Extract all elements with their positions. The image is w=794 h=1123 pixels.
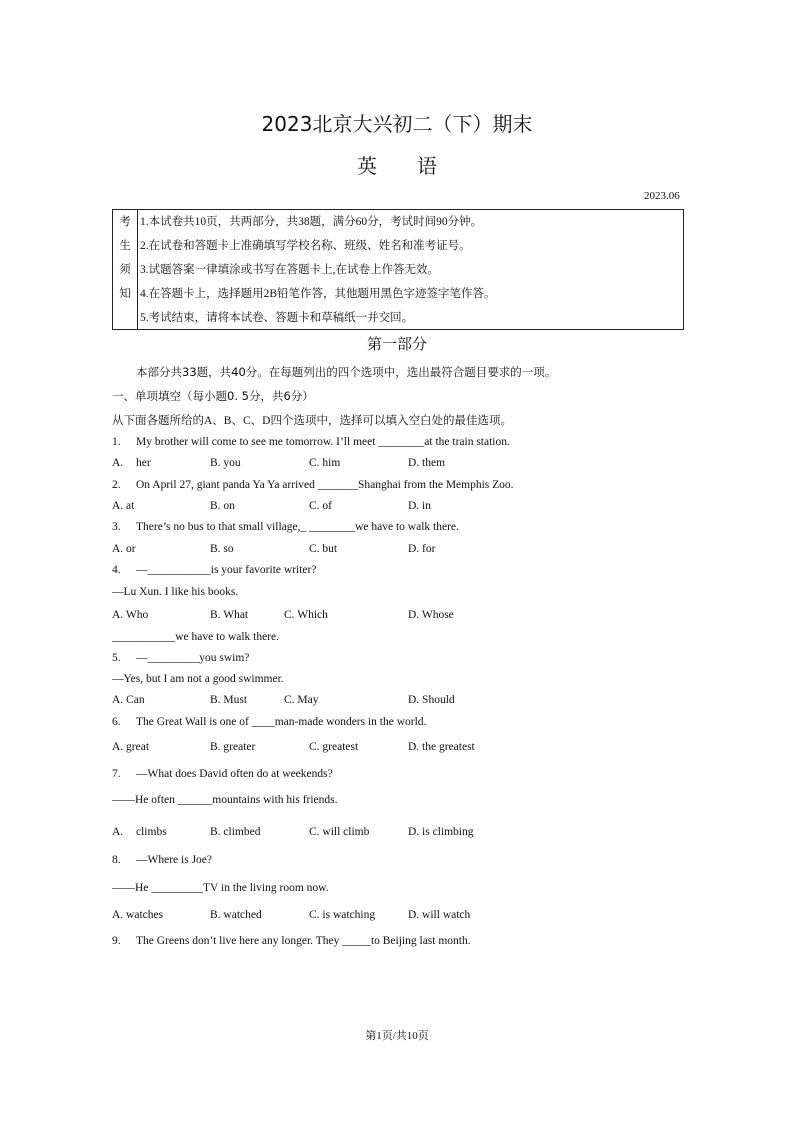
option-c: C. greatest (309, 741, 359, 753)
question-number: 4. (112, 564, 121, 576)
option-d: D. will watch (408, 909, 471, 921)
question-text: The Greens don’t live here any longer. They _____to Beijing last month. (136, 935, 471, 947)
option-a: A. (112, 826, 124, 838)
exam-title: 2023北京大兴初二（下）期末 (261, 112, 533, 136)
notice-side-char: 须 (119, 264, 131, 276)
question-number: 5. (112, 652, 121, 664)
section-heading: 一、单项填空（每小题0. 5分，共6分） (112, 389, 314, 403)
option-c: C. is watching (309, 909, 376, 921)
option-a: A. Can (112, 694, 145, 706)
notice-rule: 5.考试结束，请将本试卷、答题卡和草稿纸一并交回。 (140, 312, 414, 324)
option-b: B. on (210, 500, 235, 512)
section-direction: 从下面各题所给的A、B、C、D四个选项中，选择可以填入空白处的最佳选项。 (112, 415, 512, 427)
question-number: 6. (112, 716, 121, 728)
notice-side-char: 生 (119, 240, 131, 252)
question-text: —___________is your favorite writer? (136, 564, 317, 576)
option-c: C. May (284, 694, 319, 706)
option-d: D. in (408, 500, 431, 512)
option-a-text: climbs (136, 826, 167, 838)
option-d: D. is climbing (408, 826, 474, 838)
option-d: D. for (408, 543, 436, 555)
question-text: My brother will come to see me tomorrow. I’ll meet ________at the train station. (136, 436, 510, 448)
exam-date: 2023.06 (644, 190, 680, 202)
question-text: The Great Wall is one of ____man-made wonders in the world. (136, 716, 427, 728)
option-a: A. Who (112, 609, 149, 621)
option-c: C. Which (284, 609, 328, 621)
option-a: A. or (112, 543, 136, 555)
notice-divider (137, 210, 138, 329)
option-b: B. Must (210, 694, 248, 706)
notice-side-char: 考 (119, 216, 131, 228)
exam-notice-box (112, 209, 684, 330)
option-a: A. (112, 457, 124, 469)
question-number: 3. (112, 521, 121, 533)
dialogue-reply: —Lu Xun. I like his books. (112, 586, 239, 598)
notice-rule: 3.试题答案一律填涂或书写在答题卡上,在试卷上作答无效。 (140, 264, 439, 276)
option-c: C. of (309, 500, 332, 512)
option-c: C. him (309, 457, 341, 469)
option-b: B. What (210, 609, 249, 621)
part-intro: 本部分共33题，共40分。在每题列出的四个选项中，选出最符合题目要求的一项。 (136, 365, 557, 379)
part-title: 第一部分 (366, 335, 427, 353)
notice-rule: 2.在试卷和答题卡上准确填写学校名称、班级、姓名和准考证号。 (140, 240, 471, 252)
dialogue-reply: ——He _________TV in the living room now. (112, 882, 329, 894)
question-text: —Where is Joe? (136, 854, 212, 866)
option-d: D. Whose (408, 609, 454, 621)
option-d: D. the greatest (408, 741, 475, 753)
option-d: D. them (408, 457, 446, 469)
question-number: 1. (112, 436, 121, 448)
option-a: A. watches (112, 909, 164, 921)
question-number: 2. (112, 479, 121, 491)
option-b: B. greater (210, 741, 256, 753)
question-text: There’s no bus to that small village,_ ________we have to walk there. (136, 521, 459, 533)
option-c: C. but (309, 543, 338, 555)
option-b: B. you (210, 457, 241, 469)
notice-rule: 4.在答题卡上，选择题用2B铅笔作答，其他题用黑色字迹签字笔作答。 (140, 288, 496, 300)
option-b: B. watched (210, 909, 262, 921)
question-text: —_________you swim? (136, 652, 250, 664)
question-text: —What does David often do at weekends? (136, 768, 333, 780)
notice-rule: 1.本试卷共10页，共两部分，共38题，满分60分，考试时间90分钟。 (140, 216, 483, 228)
option-d: D. Should (408, 694, 455, 706)
page-footer: 第1页/共10页 (365, 1030, 429, 1042)
option-b: B. climbed (210, 826, 261, 838)
notice-side-char: 知 (119, 288, 131, 300)
option-c: C. will climb (309, 826, 370, 838)
option-a: A. great (112, 741, 150, 753)
exam-subject: 英语 (357, 154, 477, 178)
dialogue-reply: ——He often ______mountains with his friends. (112, 794, 338, 806)
option-a-text: her (136, 457, 151, 469)
option-b: B. so (210, 543, 234, 555)
question-number: 9. (112, 935, 121, 947)
question-number: 7. (112, 768, 121, 780)
stray-line: ___________we have to walk there. (112, 631, 280, 643)
question-text: On April 27, giant panda Ya Ya arrived _______Shanghai from the Memphis Zoo. (136, 479, 514, 491)
option-a: A. at (112, 500, 135, 512)
question-number: 8. (112, 854, 121, 866)
dialogue-reply: —Yes, but I am not a good swimmer. (112, 673, 284, 685)
